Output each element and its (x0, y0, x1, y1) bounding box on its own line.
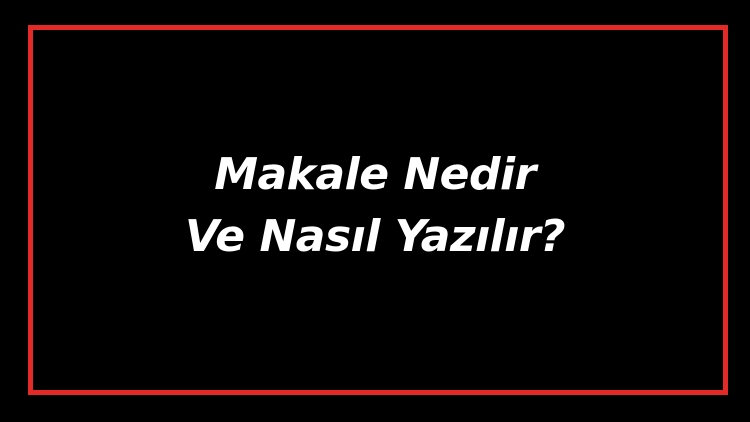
headline-line-2: Ve Nasıl Yazılır? (184, 211, 566, 262)
headline-line-1: Makale Nedir (214, 149, 536, 200)
